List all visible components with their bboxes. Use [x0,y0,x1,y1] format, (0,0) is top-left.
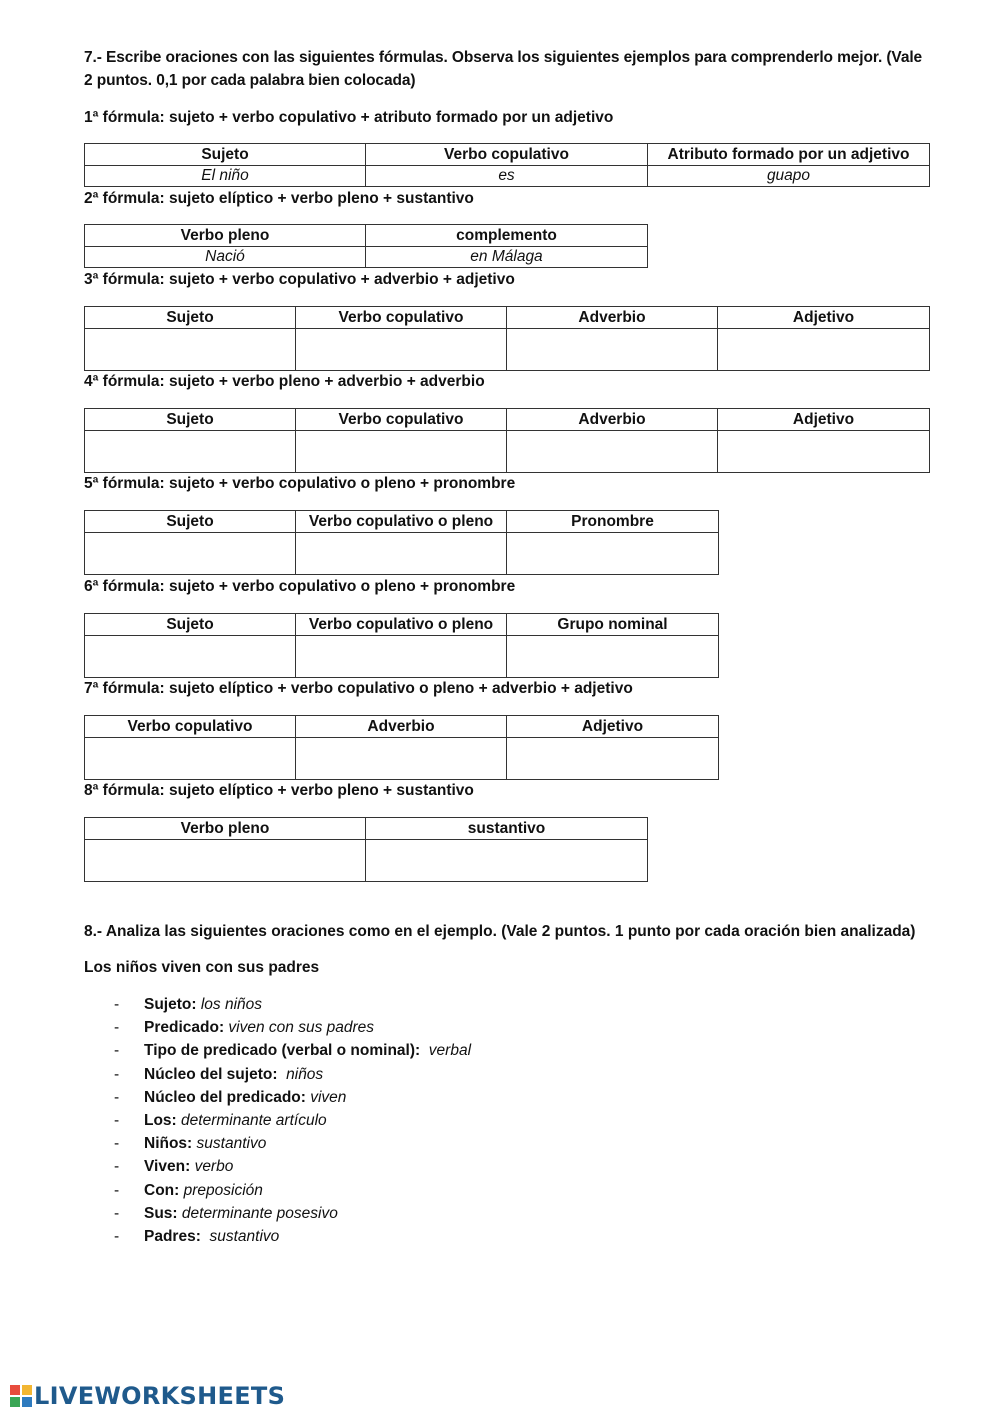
table-header: complemento [366,225,648,247]
answer-cell[interactable] [718,431,930,473]
formula-3-table [84,306,930,371]
table-header: Verbo copulativo o pleno [296,511,507,533]
answer-cell[interactable] [296,533,507,575]
table-header: Sujeto [85,409,296,431]
question-8-title: 8.- Analiza las siguientes oraciones como en el ejemplo. (Vale 2 puntos. 1 punto por cada oración bien analizada) [84,923,916,940]
logo-text: LIVEWORKSHEETS [34,1382,286,1410]
formula-6-label: 6ª fórmula: sujeto + verbo copulativo o pleno + pronombre [84,578,516,595]
liveworksheets-logo[interactable] [10,1382,285,1410]
list-item: - Sus: determinante posesivo [114,1204,338,1222]
answer-cell[interactable] [507,738,719,780]
answer-cell[interactable] [85,533,296,575]
formula-4-label: 4ª fórmula: sujeto + verbo pleno + adverbio + adverbio [84,373,485,390]
answer-cell[interactable] [507,533,719,575]
table-header: Atributo formado por un adjetivo [648,144,930,166]
list-item: - Núcleo del predicado: viven [114,1088,347,1106]
formula-2-table [84,224,648,268]
example-cell: guapo [648,166,930,187]
formula-6-table [84,613,719,678]
table-header: Sujeto [85,144,366,166]
table-header: Verbo copulativo o pleno [296,614,507,636]
formula-8-label: 8ª fórmula: sujeto elíptico + verbo pleno + sustantivo [84,782,474,799]
table-header: Verbo copulativo [296,409,507,431]
list-item: - Niños: sustantivo [114,1135,267,1153]
table-header: Adverbio [507,409,718,431]
answer-cell[interactable] [85,636,296,678]
table-header: Adverbio [507,307,718,329]
table-header: Verbo pleno [85,818,366,840]
table-header: Grupo nominal [507,614,719,636]
list-item: - Padres: sustantivo [114,1228,280,1246]
table-header: Adjetivo [718,307,930,329]
formula-1-label: 1ª fórmula: sujeto + verbo copulativo + atributo formado por un adjetivo [84,109,614,126]
answer-cell[interactable] [85,329,296,371]
table-header: Sujeto [85,307,296,329]
example-cell: en Málaga [366,247,648,268]
answer-cell[interactable] [296,329,507,371]
formula-7-table [84,715,719,780]
example-cell: Nació [85,247,366,268]
example-cell: El niño [85,166,366,187]
answer-cell[interactable] [296,431,507,473]
formula-7-label: 7ª fórmula: sujeto elíptico + verbo copulativo o pleno + adverbio + adjetivo [84,680,633,697]
table-header: sustantivo [366,818,648,840]
answer-cell[interactable] [296,738,507,780]
question-7-title: 7.- Escribe oraciones con las siguientes fórmulas. Observa los siguientes ejemplos para comprenderlo mejor. (Vale 2 puntos. 0,1 por cada palabra bien colocada) [84,49,923,89]
answer-cell[interactable] [85,738,296,780]
answer-cell[interactable] [85,431,296,473]
formula-3-label: 3ª fórmula: sujeto + verbo copulativo + adverbio + adjetivo [84,271,515,288]
table-header: Sujeto [85,614,296,636]
formula-8-table [84,817,648,882]
table-header: Verbo copulativo [85,716,296,738]
answer-cell[interactable] [296,636,507,678]
table-header: Adverbio [296,716,507,738]
answer-cell[interactable] [507,636,719,678]
example-cell: es [366,166,648,187]
list-item: - Tipo de predicado (verbal o nominal): verbal [114,1042,472,1060]
formula-5-table [84,510,719,575]
answer-cell[interactable] [507,431,718,473]
list-item: - Los: determinante artículo [114,1112,327,1130]
formula-2-label: 2ª fórmula: sujeto elíptico + verbo pleno + sustantivo [84,190,474,207]
table-header: Pronombre [507,511,719,533]
example-sentence: Los niños viven con sus padres [84,959,320,976]
analysis-list [84,993,784,1248]
logo-blocks-icon [10,1385,32,1407]
formula-1-table [84,143,930,187]
table-header: Adjetivo [718,409,930,431]
formula-5-label: 5ª fórmula: sujeto + verbo copulativo o pleno + pronombre [84,475,516,492]
list-item: - Viven: verbo [114,1158,234,1176]
answer-cell[interactable] [366,840,648,882]
table-header: Adjetivo [507,716,719,738]
list-item: - Sujeto: los niños [114,996,263,1013]
answer-cell[interactable] [85,840,366,882]
list-item: - Núcleo del sujeto: niños [114,1065,324,1083]
table-header: Verbo pleno [85,225,366,247]
table-header: Verbo copulativo [366,144,648,166]
table-header: Sujeto [85,511,296,533]
answer-cell[interactable] [507,329,718,371]
formula-4-table [84,408,930,473]
list-item: - Predicado: viven con sus padres [114,1019,375,1037]
list-item: - Con: preposición [114,1181,263,1199]
answer-cell[interactable] [718,329,930,371]
table-header: Verbo copulativo [296,307,507,329]
